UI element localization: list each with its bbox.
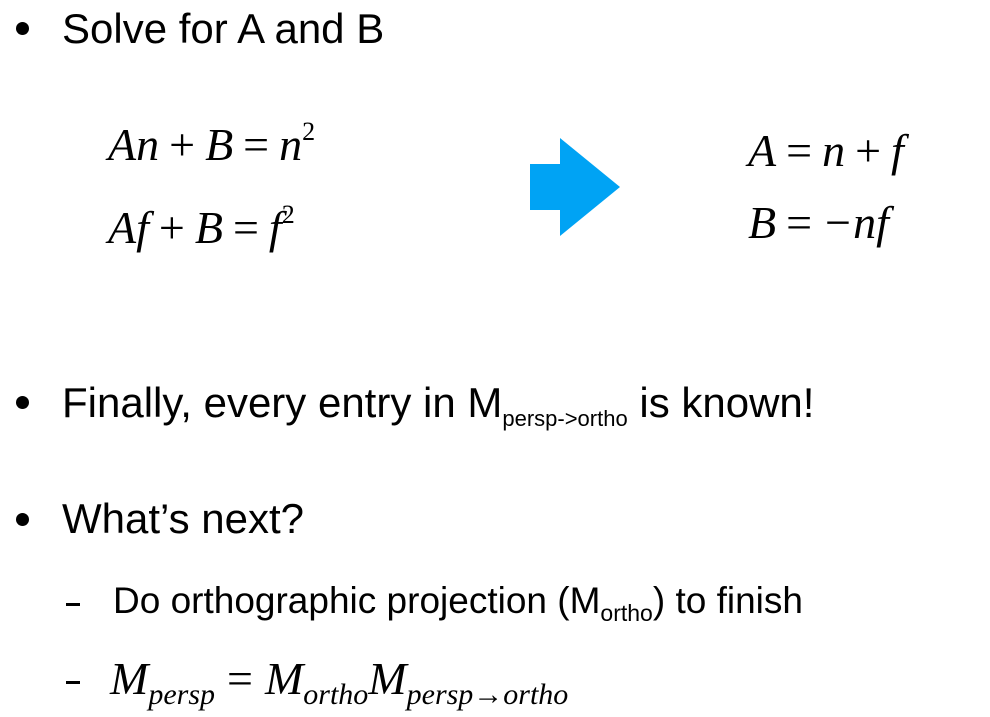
bullet-text-whats-next: What’s next? [62, 495, 305, 542]
bullet-dot [16, 513, 29, 526]
dash-marker [66, 681, 80, 684]
equation-an-plus-b [108, 117, 316, 170]
eq-operator: = [232, 202, 259, 253]
eq-term: −nf [822, 197, 889, 248]
equation-af-plus-b [108, 200, 295, 253]
bullet2-subscript: persp->ortho [502, 406, 628, 431]
eq-term: n [279, 119, 303, 170]
eq-operator: + [158, 202, 185, 253]
eq-exponent: 2 [302, 117, 316, 146]
eq-term: An [108, 119, 160, 170]
bullet-text-finally [62, 379, 815, 431]
bullet-dot [16, 22, 29, 35]
eq-term: A [748, 125, 777, 176]
eq-term: B [205, 119, 234, 170]
eq-term: n [822, 125, 846, 176]
bullet2-text-after: is known! [627, 379, 815, 426]
bullet-text-solve: Solve for A and B [62, 5, 385, 52]
eq-operator: + [169, 119, 196, 170]
right-arrow-icon [530, 138, 622, 236]
equation-a-result [748, 125, 904, 176]
eq-term: f [891, 125, 904, 176]
formula-operator: = [227, 653, 253, 704]
eq-operator: = [243, 119, 270, 170]
equation-b-result [748, 197, 889, 248]
formula-subscript: ortho [303, 678, 369, 711]
eq-term: f [268, 202, 282, 253]
sub1-subscript: ortho [600, 600, 653, 626]
eq-operator: = [786, 197, 813, 248]
eq-term: B [194, 202, 223, 253]
bullet-dot [16, 396, 29, 409]
formula-symbol: M [264, 653, 304, 704]
sub-bullet-orthographic [113, 582, 803, 625]
bullet2-text-before: Finally, every entry in M [62, 379, 503, 426]
formula-m-persp [110, 653, 569, 711]
sub1-text-after: ) to finish [652, 580, 803, 621]
formula-subscript: persp [148, 678, 215, 711]
formula-symbol: M [110, 653, 149, 704]
formula-symbol: M [368, 653, 407, 704]
sub1-text-before: Do orthographic projection (M [113, 580, 601, 621]
formula-subscript: persp→ortho [406, 678, 569, 711]
eq-operator: + [855, 125, 882, 176]
eq-term: B [748, 197, 777, 248]
eq-term: Af [108, 202, 149, 253]
dash-marker [66, 603, 80, 606]
eq-operator: = [786, 125, 813, 176]
eq-exponent: 2 [281, 200, 295, 229]
